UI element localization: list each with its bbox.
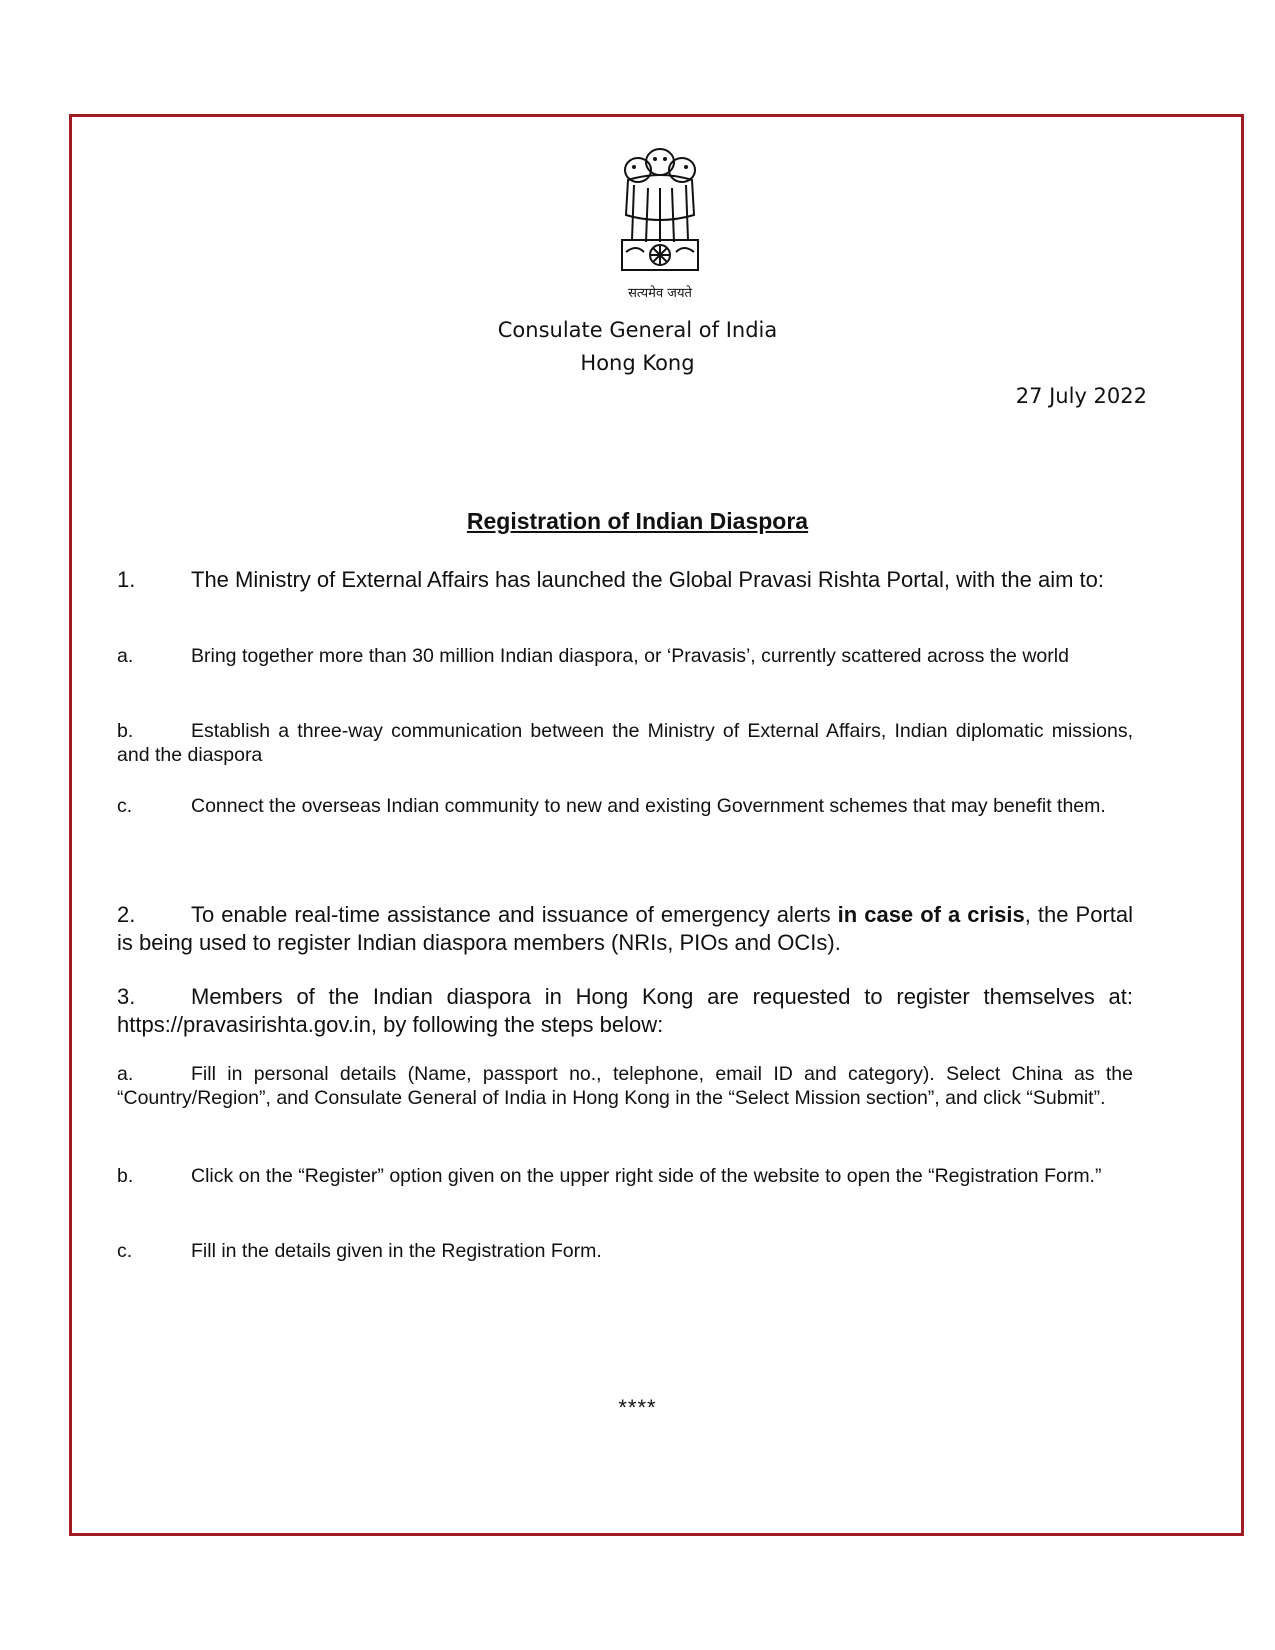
section-number: 2. [117, 902, 136, 927]
document-date: 27 July 2022 [1015, 384, 1147, 408]
item-label: a. [117, 645, 134, 667]
item-label: b. [117, 1165, 134, 1187]
item-label: a. [117, 1063, 134, 1085]
item-text: Bring together more than 30 million Indian diaspora, or ‘Pravasis’, currently scattered across the world [191, 645, 1069, 667]
office-name: Consulate General of India [497, 318, 778, 342]
item-text: Click on the “Register” option given on the upper right side of the website to open the “Registration Form.” [191, 1165, 1102, 1187]
section-text-bold: in case of a crisis [837, 902, 1025, 927]
section-text: The Ministry of External Affairs has launched the Global Pravasi Rishta Portal, with the aim to: [191, 567, 1105, 592]
item-label: c. [117, 795, 133, 817]
item-text: Fill in personal details (Name, passport no., telephone, email ID and category). Select China as the “Country/Region”, and Consulate General of India in Hong Kong in the “Select Mission section”, and click “Submit”. [117, 1063, 1133, 1110]
list-item [117, 719, 1133, 768]
page-title: Registration of Indian Diaspora [466, 508, 809, 534]
national-emblem-icon [608, 140, 712, 305]
office-city: Hong Kong [580, 351, 695, 375]
item-text: Connect the overseas Indian community to new and existing Government schemes that may benefit them. [191, 795, 1106, 817]
list-item [117, 644, 1133, 668]
section-2 [117, 901, 1133, 956]
item-text: Establish a three-way communication between the Ministry of External Affairs, Indian diplomatic missions, and the diaspora [117, 720, 1133, 767]
item-text: Fill in the details given in the Registration Form. [191, 1240, 602, 1262]
item-label: b. [117, 720, 134, 742]
item-label: c. [117, 1240, 133, 1262]
emblem-motto: सत्यमेव जयते [628, 286, 692, 301]
list-item [117, 794, 1133, 818]
section-3 [117, 983, 1133, 1038]
section-number: 3. [117, 984, 136, 1009]
section-1 [117, 566, 1133, 594]
list-item [117, 1062, 1133, 1111]
end-mark: **** [618, 1395, 657, 1420]
section-number: 1. [117, 567, 136, 592]
list-item [117, 1164, 1133, 1188]
list-item [117, 1239, 1133, 1263]
section-text: To enable real-time assistance and issuance of emergency alerts [191, 902, 838, 927]
section-text: Members of the Indian diaspora in Hong Kong are requested to register themselves at: https://pravasirishta.gov.in, by following the steps below: [117, 984, 1133, 1037]
section-text: , the Portal is being used to register Indian diaspora members (NRIs, PIOs and OCIs). [117, 902, 1133, 955]
